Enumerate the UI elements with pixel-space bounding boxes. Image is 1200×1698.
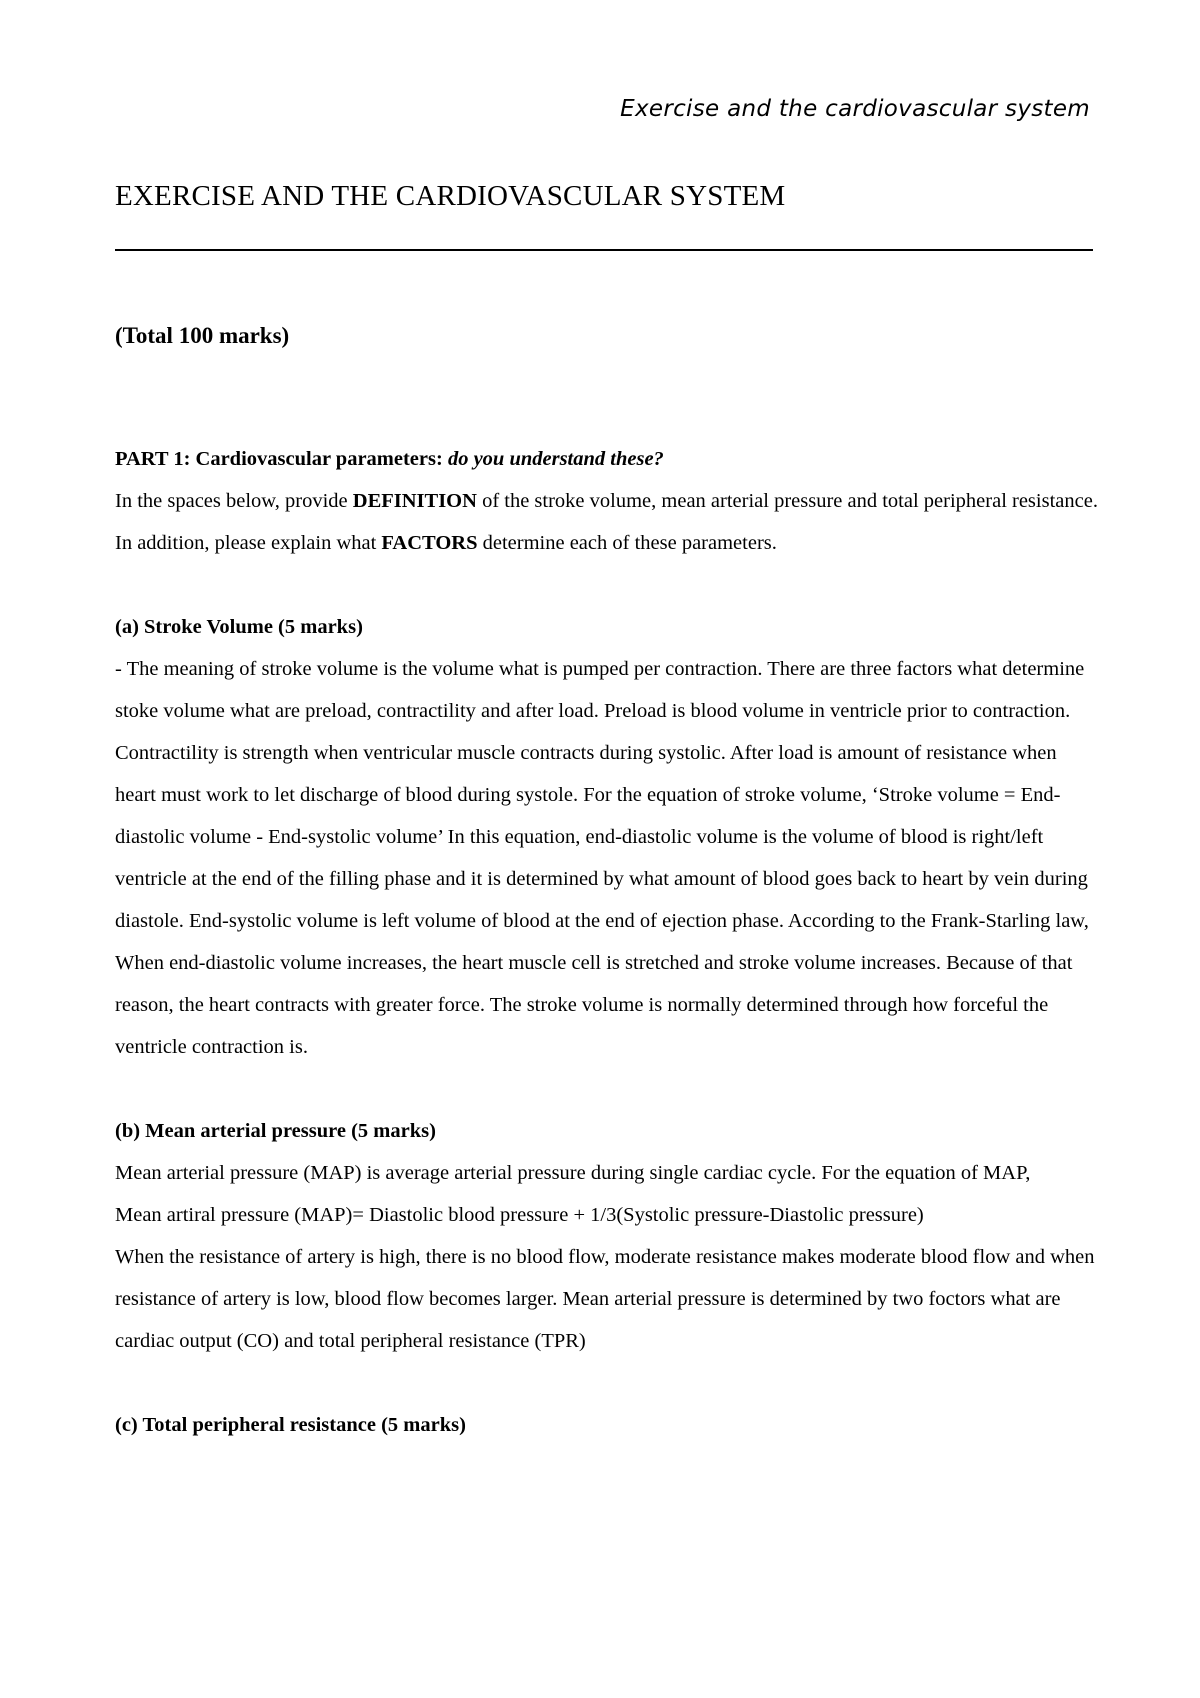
section-b-body-2: When the resistance of artery is high, there is no blood flow, moderate resistance makes moderate blood flow and when resistance of artery is low, blood flow becomes larger. Mean arterial pressure is determined by two foctors what are cardiac output (CO) and total peripheral resistance (TPR)	[115, 1246, 1095, 1352]
part1-intro-text-2: of the stroke volume, mean arterial pressure and total peripheral resistance. In addition, please explain what	[115, 490, 1098, 554]
section-a-heading: (a) Stroke Volume (5 marks)	[115, 616, 363, 638]
part1-intro	[115, 480, 1100, 564]
part1-intro-keyword-factors: FACTORS	[381, 532, 478, 554]
section-b-equation: Mean artiral pressure (MAP)= Diastolic blood pressure + 1/3(Systolic pressure-Diastolic pressure)	[115, 1204, 924, 1226]
section-b-heading: (b) Mean arterial pressure (5 marks)	[115, 1120, 436, 1142]
title-divider	[115, 249, 1093, 251]
section-c-heading: (c) Total peripheral resistance (5 marks)	[115, 1414, 466, 1436]
section-a-body: - The meaning of stroke volume is the volume what is pumped per contraction. There are three factors what determine stoke volume what are preload, contractility and after load. Preload is blood volume in ventricle prior to contraction. Contractility is strength when ventricular muscle contracts during systolic. After load is amount of resistance when heart must work to let discharge of blood during systole. For the equation of stroke volume, ‘Stroke volume = End-diastolic volume - End-systolic volume’ In this equation, end-diastolic volume is the volume of blood is right/left ventricle at the end of the filling phase and it is determined by what amount of blood goes back to heart by vein during diastole. End-systolic volume is left volume of blood at the end of ejection phase. According to the Frank-Starling law, When end-diastolic volume increases, the heart muscle cell is stretched and stroke volume increases. Because of that reason, the heart contracts with greater force. The stroke volume is normally determined through how forceful the ventricle contraction is.	[115, 658, 1089, 1058]
spacer	[115, 1068, 1100, 1110]
part1-intro-text-3: determine each of these parameters.	[482, 532, 777, 554]
document-body	[115, 438, 1100, 1446]
document-title: EXERCISE AND THE CARDIOVASCULAR SYSTEM	[115, 180, 786, 212]
part1-intro-text-1: In the spaces below, provide	[115, 490, 348, 512]
part1-intro-keyword-definition: DEFINITION	[352, 490, 477, 512]
part1-heading-emphasis: do you understand these?	[447, 448, 664, 470]
part1-heading	[115, 438, 1100, 480]
running-header: Exercise and the cardiovascular system	[620, 96, 1090, 122]
spacer	[115, 564, 1100, 606]
section-b-body-1: Mean arterial pressure (MAP) is average arterial pressure during single cardiac cycle. For the equation of MAP,	[115, 1162, 1031, 1184]
total-marks: (Total 100 marks)	[115, 323, 290, 348]
spacer	[115, 1362, 1100, 1404]
part1-heading-text: PART 1: Cardiovascular parameters:	[115, 448, 443, 470]
